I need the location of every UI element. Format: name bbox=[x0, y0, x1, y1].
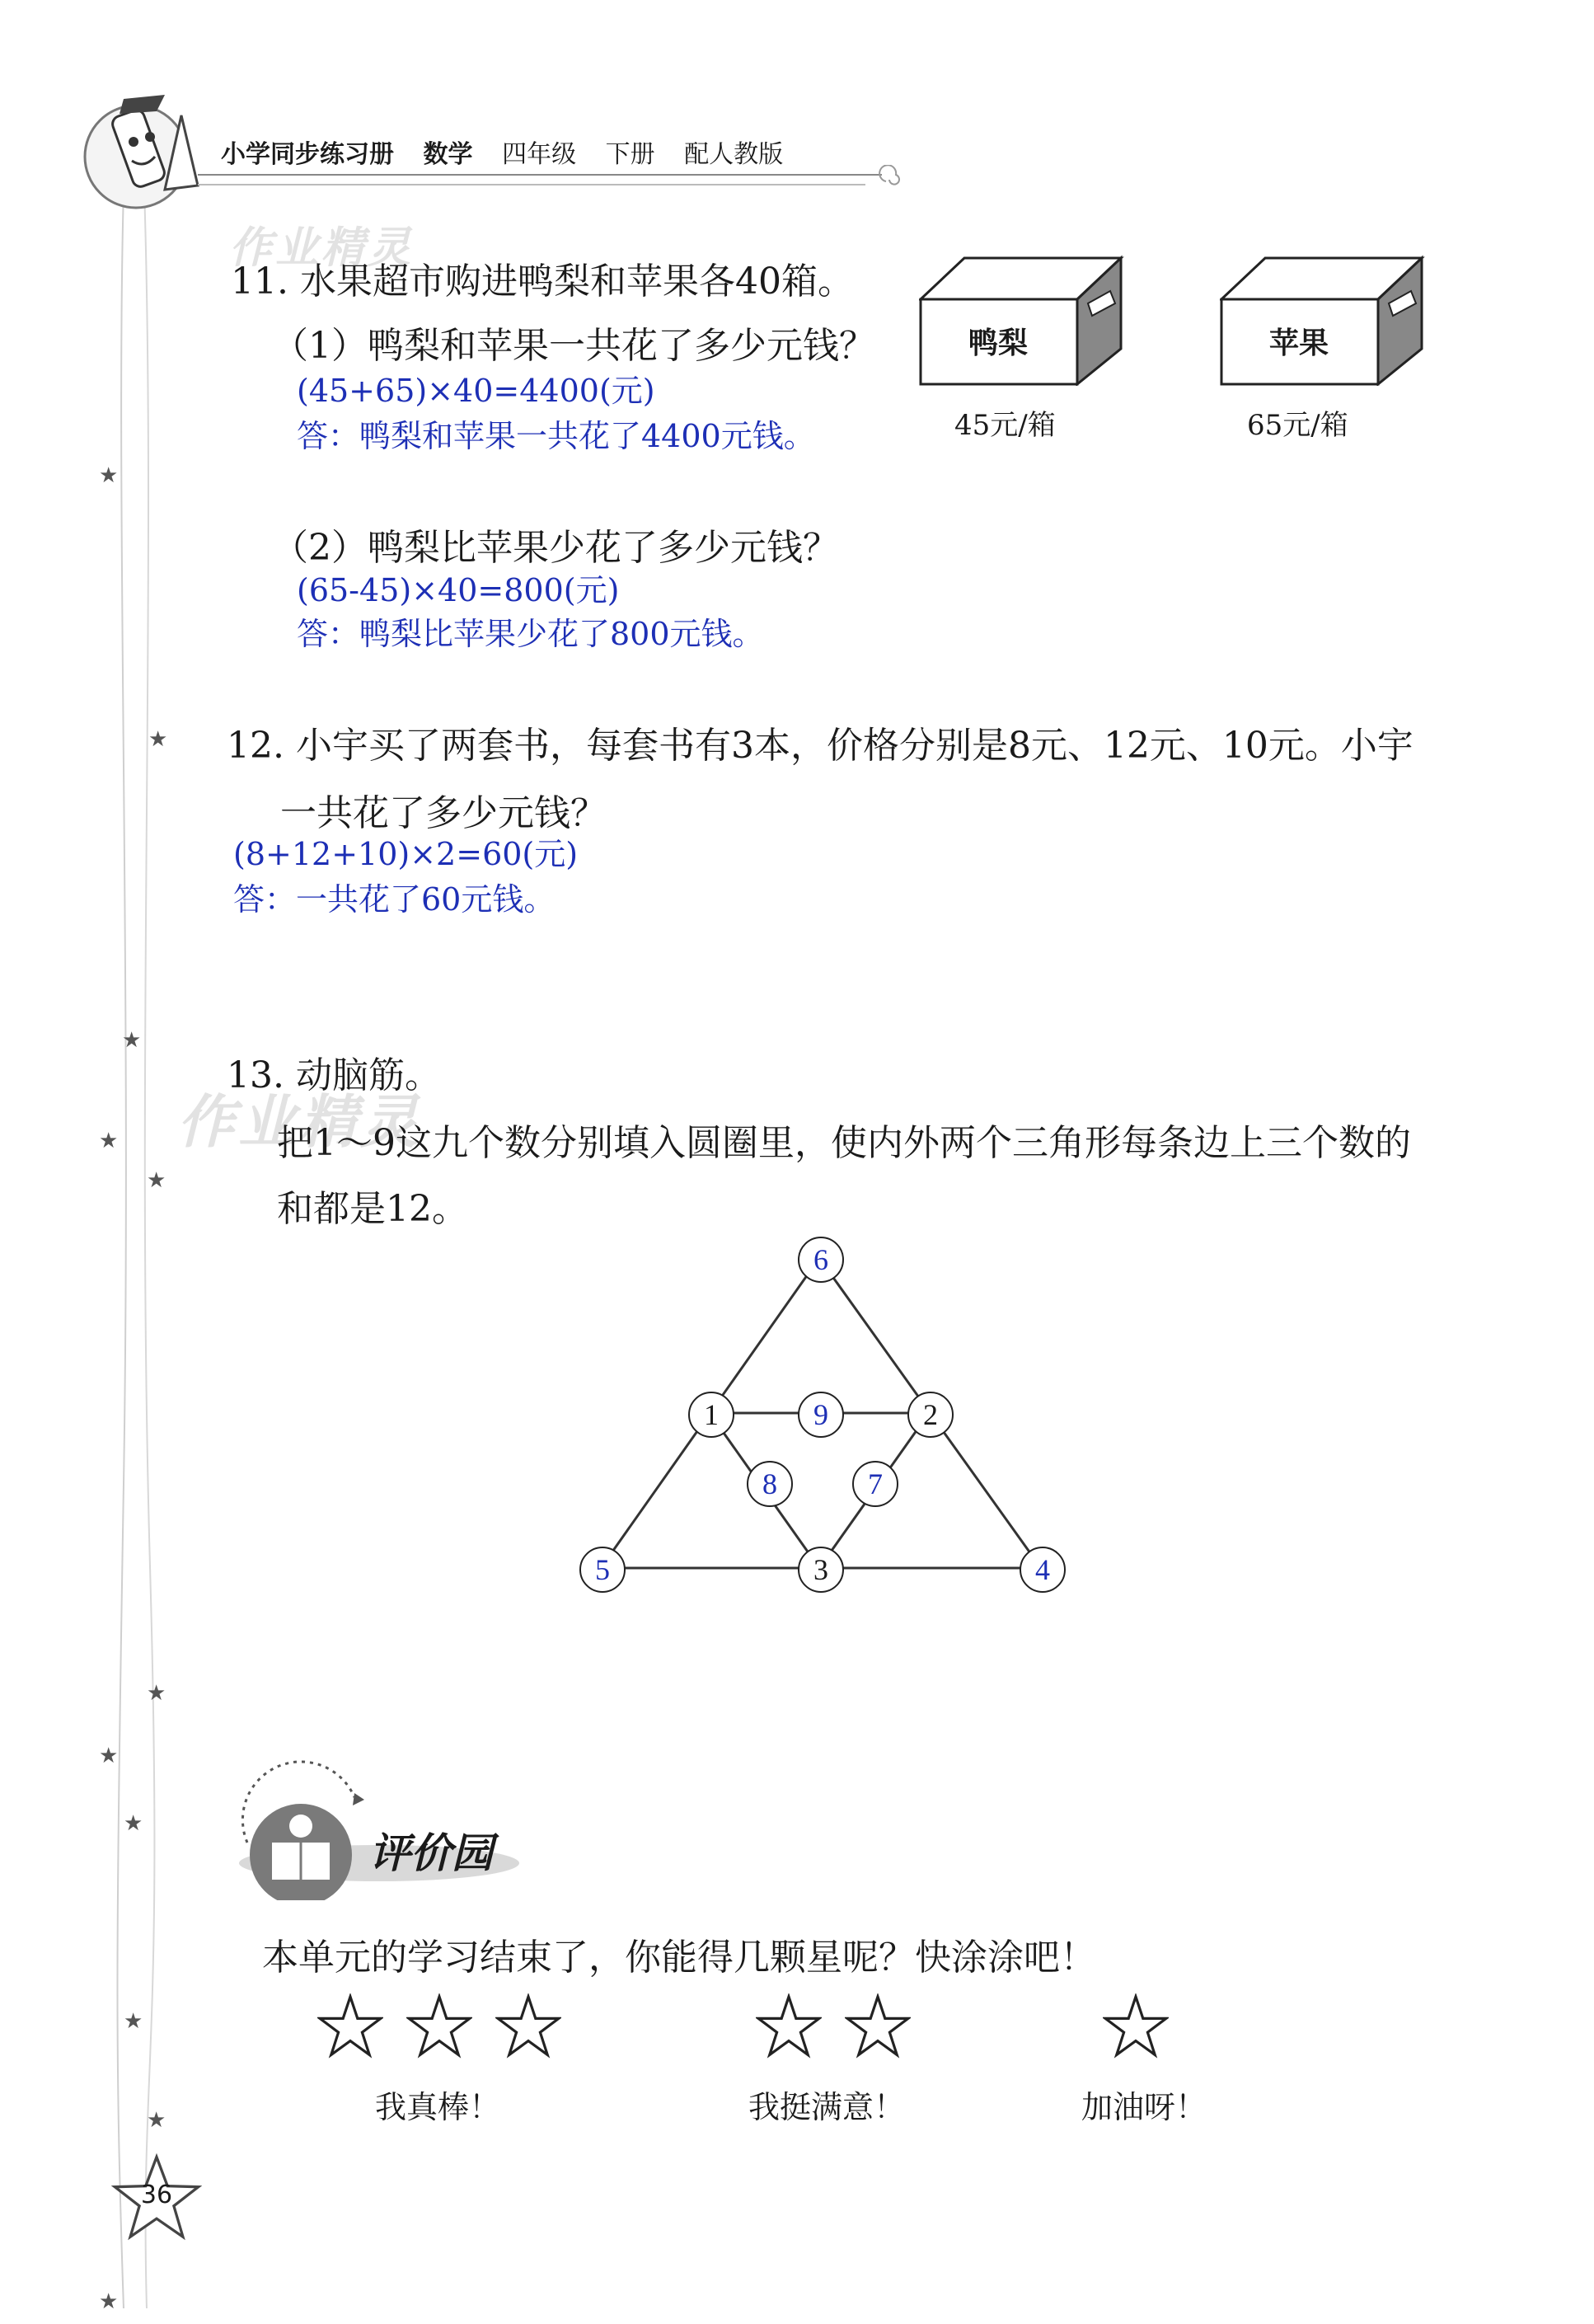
q12-work: (8+12+10)×2=60(元) bbox=[233, 836, 579, 872]
q12-stem-line1: 12. 小宇买了两套书，每套书有3本，价格分别是8元、12元、10元。小宇 bbox=[227, 725, 1414, 767]
svg-text:★: ★ bbox=[99, 1744, 119, 1768]
star-icon[interactable] bbox=[317, 1993, 383, 2059]
q13-desc-line1: 把1～9这九个数分别填入圆圈里，使内外两个三角形每条边上三个数的 bbox=[277, 1122, 1411, 1164]
svg-text:★: ★ bbox=[147, 2108, 166, 2133]
node-mid-left: 8 bbox=[747, 1461, 793, 1507]
svg-text:★: ★ bbox=[124, 2009, 143, 2034]
grade: 四年级 bbox=[502, 140, 577, 169]
q11-part2: （2）鸭梨比苹果少花了多少元钱？ bbox=[272, 527, 839, 569]
q13-stem: 13. 动脑筋。 bbox=[227, 1054, 441, 1096]
evaluation-title: 评价园 bbox=[369, 1829, 493, 1877]
svg-text:★: ★ bbox=[99, 1129, 119, 1153]
q12-stem-line2: 一共花了多少元钱？ bbox=[280, 792, 607, 834]
node-bottom-right: 4 bbox=[1020, 1547, 1066, 1593]
svg-text:★: ★ bbox=[148, 727, 168, 752]
star-group-1 bbox=[1103, 1993, 1169, 2059]
node-bottom-left: 5 bbox=[579, 1547, 626, 1593]
evaluation-label: 加油呀！ bbox=[1081, 2089, 1207, 2125]
watermark: 作业精灵 bbox=[229, 223, 415, 273]
q11-part1-work: (45+65)×40=4400(元) bbox=[297, 373, 655, 409]
svg-text:★: ★ bbox=[124, 1811, 143, 1836]
q13-desc-line2: 和都是12。 bbox=[277, 1188, 468, 1230]
book-title: 小学同步练习册 bbox=[221, 140, 394, 169]
q11-stem: 11. 水果超市购进鸭梨和苹果各40箱。 bbox=[231, 261, 854, 303]
svg-text:★: ★ bbox=[99, 463, 119, 488]
evaluation-label: 我挺满意！ bbox=[748, 2089, 906, 2125]
page-number: 36 bbox=[140, 2181, 173, 2209]
q11-part1-answer: 答：鸭梨和苹果一共花了4400元钱。 bbox=[297, 418, 815, 454]
star-group-2 bbox=[756, 1993, 911, 2059]
svg-text:★: ★ bbox=[147, 1168, 166, 1193]
subject: 数学 bbox=[423, 140, 473, 169]
fruit-box-label: 鸭梨 bbox=[968, 326, 1028, 360]
node-bottom-mid: 3 bbox=[798, 1547, 844, 1593]
q11-part2-answer: 答：鸭梨比苹果少花了800元钱。 bbox=[297, 616, 764, 652]
q11-part1: （1）鸭梨和苹果一共花了多少元钱？ bbox=[272, 325, 875, 367]
node-inner-right: 2 bbox=[907, 1392, 954, 1438]
svg-text:★: ★ bbox=[147, 1681, 166, 1706]
evaluation-label: 我真棒！ bbox=[375, 2089, 501, 2125]
volume: 下册 bbox=[605, 140, 655, 169]
q11-part2-work: (65-45)×40=800(元) bbox=[297, 572, 620, 608]
watermark: 作业精灵 bbox=[177, 1087, 421, 1156]
node-inner-mid: 9 bbox=[798, 1392, 844, 1438]
star-icon[interactable] bbox=[1103, 1993, 1169, 2059]
fruit-price: 65元/箱 bbox=[1247, 409, 1348, 442]
node-mid-right: 7 bbox=[852, 1461, 898, 1507]
node-top: 6 bbox=[798, 1237, 844, 1283]
star-icon[interactable] bbox=[406, 1993, 472, 2059]
star-icon[interactable] bbox=[756, 1993, 822, 2059]
edition: 配人教版 bbox=[684, 140, 784, 169]
star-icon[interactable] bbox=[495, 1993, 561, 2059]
svg-text:★: ★ bbox=[122, 1028, 142, 1053]
fruit-box-label: 苹果 bbox=[1268, 326, 1329, 360]
star-icon[interactable] bbox=[845, 1993, 911, 2059]
fruit-price: 45元/箱 bbox=[954, 409, 1056, 442]
evaluation-prompt: 本单元的学习结束了，你能得几颗星呢？快涂涂吧！ bbox=[262, 1937, 1096, 1979]
node-inner-left: 1 bbox=[688, 1392, 734, 1438]
star-group-3 bbox=[317, 1993, 561, 2059]
svg-text:★: ★ bbox=[99, 2289, 119, 2314]
q12-answer: 答：一共花了60元钱。 bbox=[233, 881, 556, 918]
